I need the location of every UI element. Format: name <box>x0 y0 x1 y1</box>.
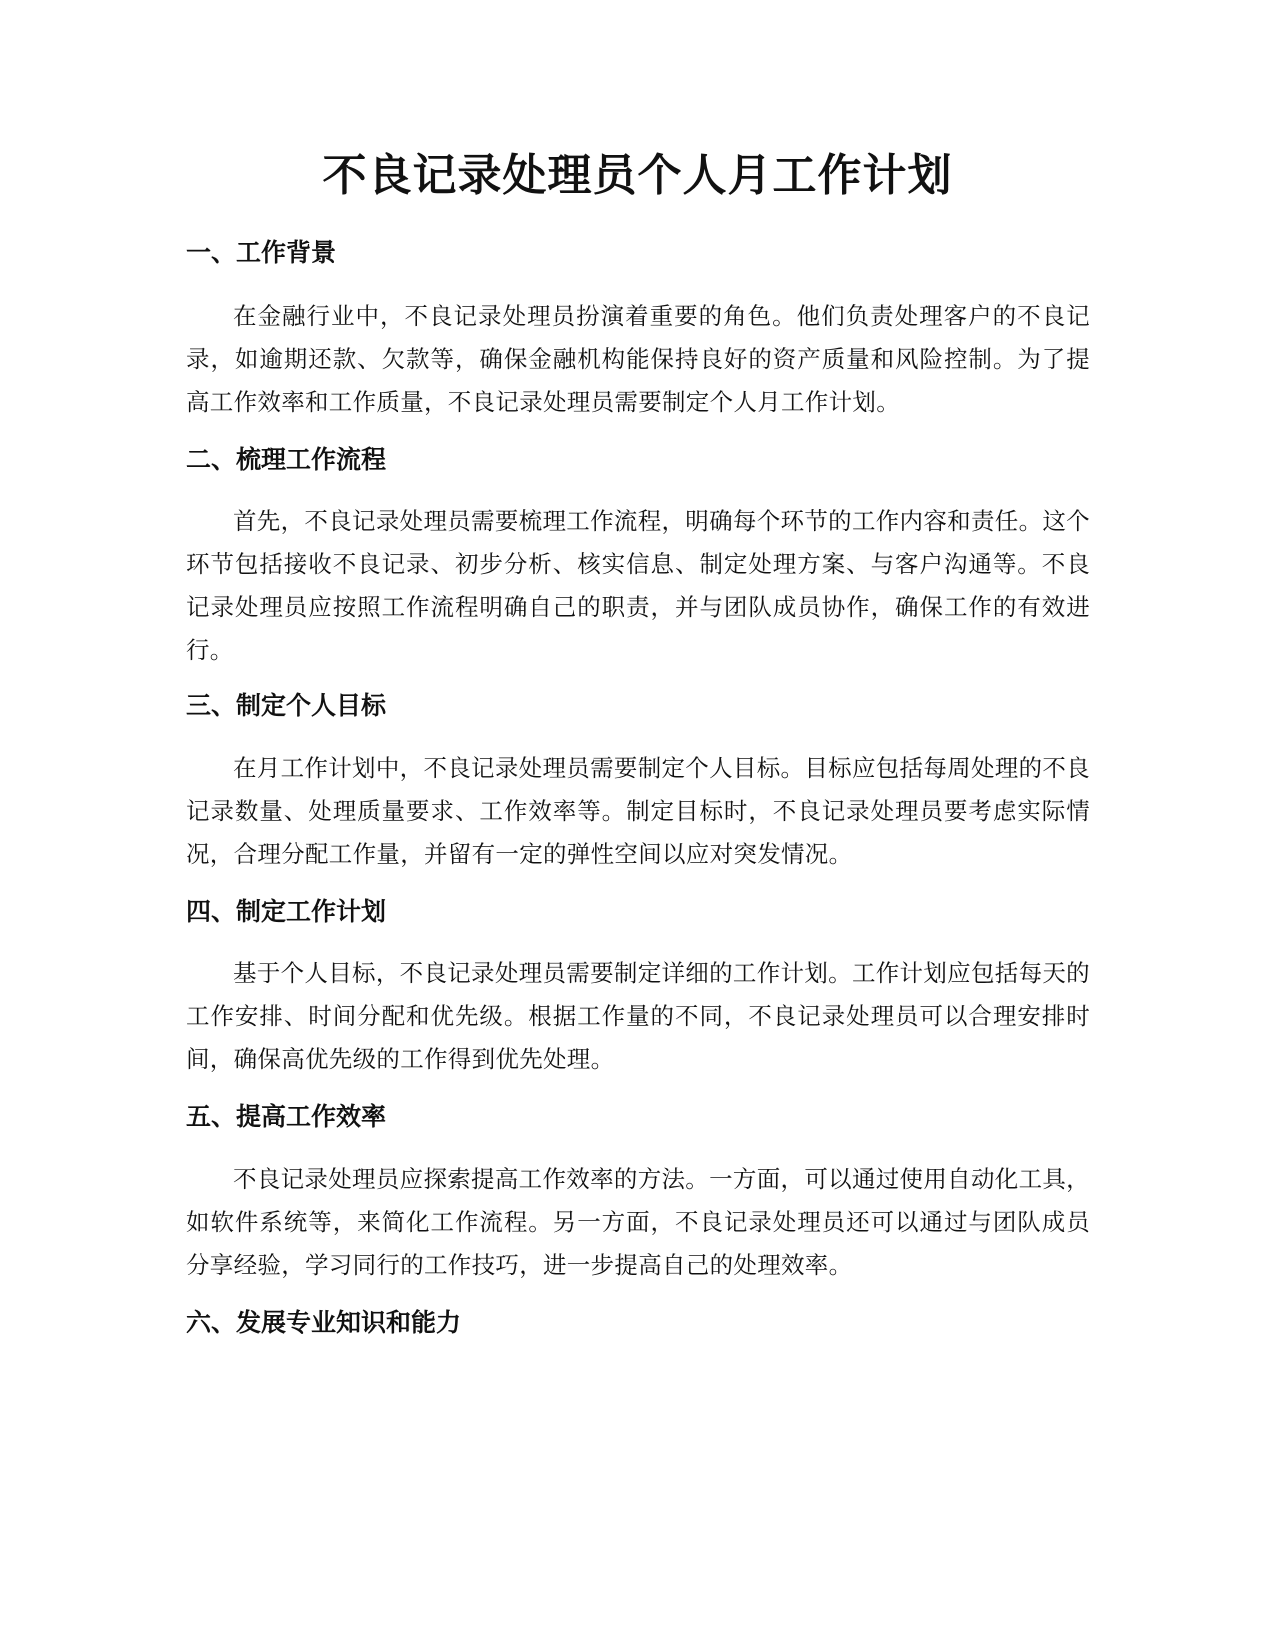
section-heading-efficiency: 五、提高工作效率 <box>186 1102 387 1131</box>
section-heading-goals: 三、制定个人目标 <box>186 691 387 720</box>
section-paragraph-workflow: 首先，不良记录处理员需要梳理工作流程，明确每个环节的工作内容和责任。这个环节包括接收不良记录、初步分析、核实信息、制定处理方案、与客户沟通等。不良记录处理员应按照工作流程明确自己的职责，并与团队成员协作，确保工作的有效进行。 <box>186 507 1090 664</box>
section-heading-skills: 六、发展专业知识和能力 <box>186 1308 462 1337</box>
section-paragraph-goals: 在月工作计划中，不良记录处理员需要制定个人目标。目标应包括每周处理的不良记录数量、处理质量要求、工作效率等。制定目标时，不良记录处理员要考虑实际情况，合理分配工作量，并留有一定的弹性空间以应对突发情况。 <box>186 754 1090 868</box>
section-paragraph-plan: 基于个人目标，不良记录处理员需要制定详细的工作计划。工作计划应包括每天的工作安排、时间分配和优先级。根据工作量的不同，不良记录处理员可以合理安排时间，确保高优先级的工作得到优先处理。 <box>186 959 1090 1073</box>
section-paragraph-background: 在金融行业中，不良记录处理员扮演着重要的角色。他们负责处理客户的不良记录，如逾期还款、欠款等，确保金融机构能保持良好的资产质量和风险控制。为了提高工作效率和工作质量，不良记录处理员需要制定个人月工作计划。 <box>186 302 1090 416</box>
section-heading-background: 一、工作背景 <box>186 238 337 267</box>
section-heading-plan: 四、制定工作计划 <box>186 897 387 926</box>
section-paragraph-efficiency: 不良记录处理员应探索提高工作效率的方法。一方面，可以通过使用自动化工具，如软件系统等，来简化工作流程。另一方面，不良记录处理员还可以通过与团队成员分享经验，学习同行的工作技巧，进一步提高自己的处理效率。 <box>186 1165 1090 1279</box>
section-heading-workflow: 二、梳理工作流程 <box>186 445 387 474</box>
document-title: 不良记录处理员个人月工作计划 <box>322 150 953 201</box>
